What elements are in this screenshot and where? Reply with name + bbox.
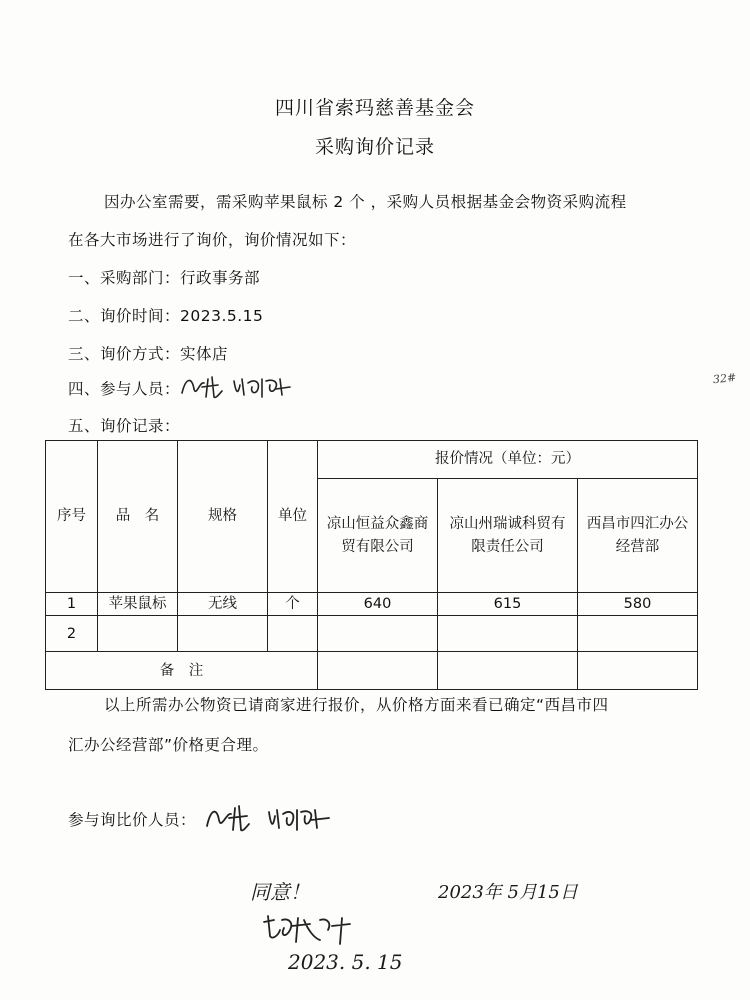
remark-cell-1 — [318, 652, 438, 690]
row-2-price-vendor-2 — [438, 616, 578, 652]
org-name: 四川省索玛慈善基金会 — [274, 97, 475, 119]
approval-date-right: 2023年 5月15日 — [438, 882, 578, 903]
approval-date-handwritten: 2023. 5. 15 — [288, 950, 403, 974]
row-1-seq: 1 — [46, 593, 98, 616]
remark-label: 备 注 — [46, 652, 318, 690]
row-1-price-vendor-3: 580 — [578, 593, 698, 616]
header-spec: 规格 — [178, 441, 268, 593]
participants-label: 四、参与人员： — [68, 380, 181, 398]
item-department: 一、采购部门：行政事务部 — [68, 269, 261, 287]
row-2-price-vendor-1 — [318, 616, 438, 652]
item-record-heading: 五、询价记录： — [68, 417, 181, 435]
header-seq: 序号 — [46, 441, 98, 593]
table-row — [46, 593, 698, 616]
row-2-seq: 2 — [46, 616, 98, 652]
intro-line-2: 在各大市场进行了询价，询价情况如下： — [68, 231, 357, 249]
row-2-spec — [178, 616, 268, 652]
row-2-unit — [268, 616, 318, 652]
row-1-unit: 个 — [268, 593, 318, 616]
row-1-name: 苹果鼠标 — [98, 593, 178, 616]
row-1-price-vendor-1: 640 — [318, 593, 438, 616]
margin-handwritten-note: 32# — [712, 370, 737, 387]
conclusion-line-1: 以上所需办公物资已请商家进行报价，从价格方面来看已确定“西昌市四 — [104, 696, 609, 714]
vendor-1: 凉山恒益众鑫商贸有限公司 — [318, 479, 438, 593]
remark-cell-3 — [578, 652, 698, 690]
vendor-2: 凉山州瑞诚科贸有限责任公司 — [438, 479, 578, 593]
table-row — [46, 616, 698, 652]
item-participants — [68, 377, 180, 399]
participants-signature — [203, 800, 338, 840]
intro-line-1: 因办公室需要，需采购苹果鼠标 2 个 ，采购人员根据基金会物资采购流程 — [104, 193, 627, 211]
table-remark-row — [46, 652, 698, 690]
table-header-row — [46, 441, 698, 479]
item-inquiry-time: 二、询价时间：2023.5.15 — [68, 307, 264, 325]
participants-handwritten-signature — [178, 371, 298, 403]
header-name: 品 名 — [98, 441, 178, 593]
header-quotes: 报价情况（单位：元） — [318, 441, 698, 479]
participants-sign-label: 参与询比价人员： — [68, 811, 197, 829]
document-title: 采购询价记录 — [314, 136, 435, 158]
approver-signature — [260, 912, 360, 950]
participants-sign-line — [68, 808, 196, 830]
approval-agree-handwritten: 同意！ — [250, 880, 310, 904]
quotation-table — [45, 440, 698, 690]
row-2-name — [98, 616, 178, 652]
vendor-3: 西昌市四汇办公经营部 — [578, 479, 698, 593]
conclusion-line-2: 汇办公经营部”价格更合理。 — [68, 736, 269, 754]
row-2-price-vendor-3 — [578, 616, 698, 652]
row-1-spec: 无线 — [178, 593, 268, 616]
item-inquiry-method: 三、询价方式：实体店 — [68, 345, 229, 363]
header-unit: 单位 — [268, 441, 318, 593]
row-1-price-vendor-2: 615 — [438, 593, 578, 616]
remark-cell-2 — [438, 652, 578, 690]
